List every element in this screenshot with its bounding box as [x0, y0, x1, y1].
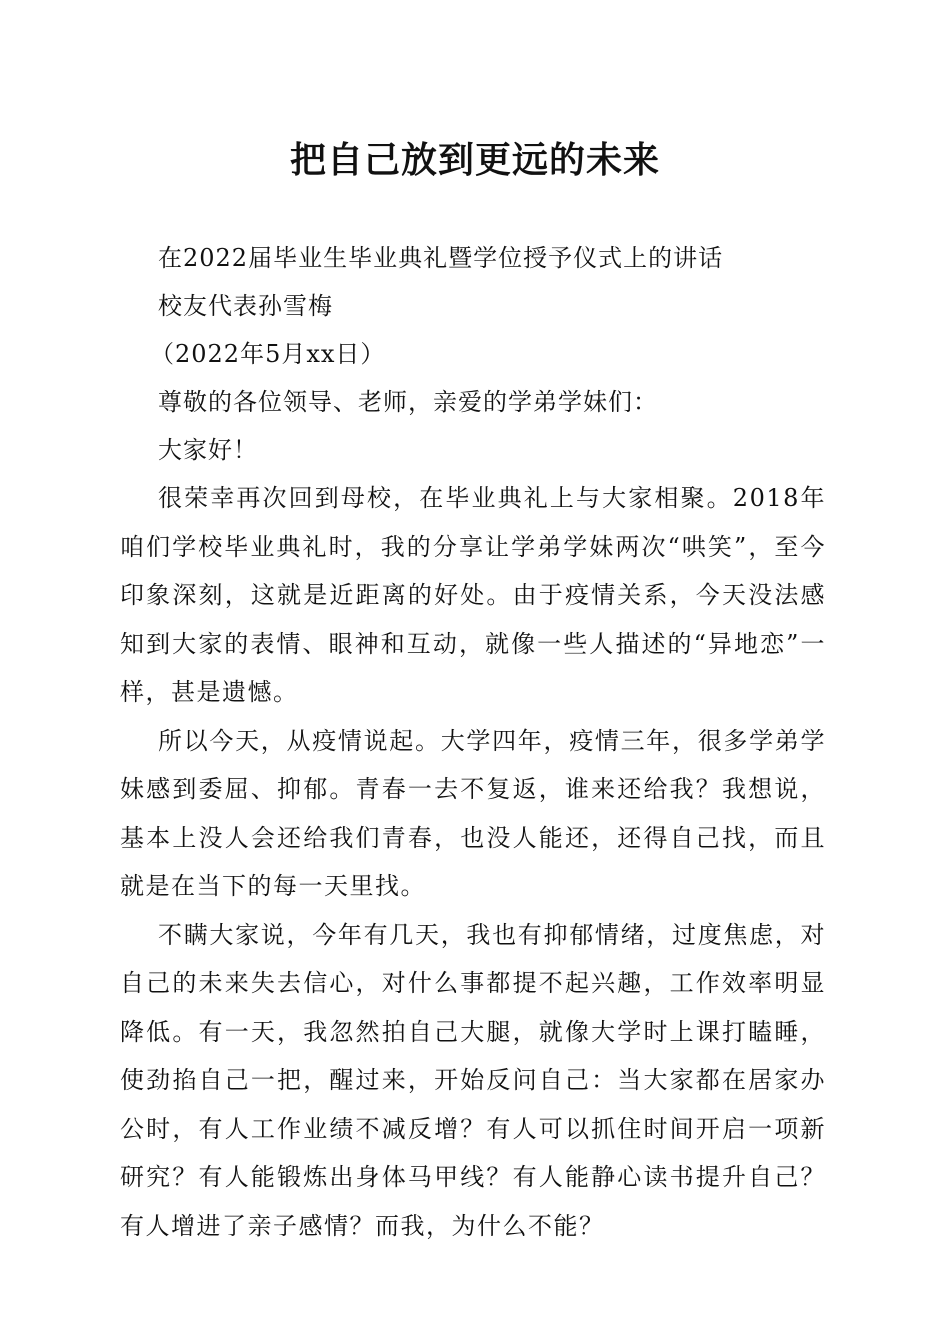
salutation: 尊敬的各位领导、老师，亲爱的学弟学妹们： — [158, 388, 658, 416]
speech-header — [120, 234, 826, 474]
speech-body — [120, 474, 826, 1250]
body-paragraph-3: 不瞒大家说，今年有几天，我也有抑郁情绪，过度焦虑，对自己的未来失去信心，对什么事都提不起兴趣，工作效率明显降低。有一天，我忽然拍自己大腿，就像大学时上课打瞌睡，使劲掐自己一把，醒过来，开始反问自己：当大家都在居家办公时，有人工作业绩不减反增？有人可以抓住时间开启一项新研究？有人能锻炼出身体马甲线？有人能静心读书提升自己？有人增进了亲子感情？而我，为什么不能？ — [120, 920, 826, 1240]
greeting: 大家好！ — [158, 436, 258, 464]
body-paragraph-1: 很荣幸再次回到母校，在毕业典礼上与大家相聚。2018年咱们学校毕业典礼时，我的分享让学弟学妹两次“哄笑”，至今印象深刻，这就是近距离的好处。由于疫情关系，今天没法感知到大家的表情、眼神和互动，就像一些人描述的“异地恋”一样，甚是遗憾。 — [120, 484, 826, 706]
body-paragraph-2: 所以今天，从疫情说起。大学四年，疫情三年，很多学弟学妹感到委屈、抑郁。青春一去不复返，谁来还给我？我想说，基本上没人会还给我们青春，也没人能还，还得自己找，而且就是在当下的每一天里找。 — [120, 726, 826, 900]
speech-subtitle: 在2022届毕业生毕业典礼暨学位授予仪式上的讲话 — [158, 244, 724, 272]
page-title: 把自己放到更远的未来 — [289, 139, 660, 181]
speaker-name: 校友代表孙雪梅 — [158, 292, 333, 320]
speech-date: （2022年5月xx日） — [150, 340, 386, 368]
